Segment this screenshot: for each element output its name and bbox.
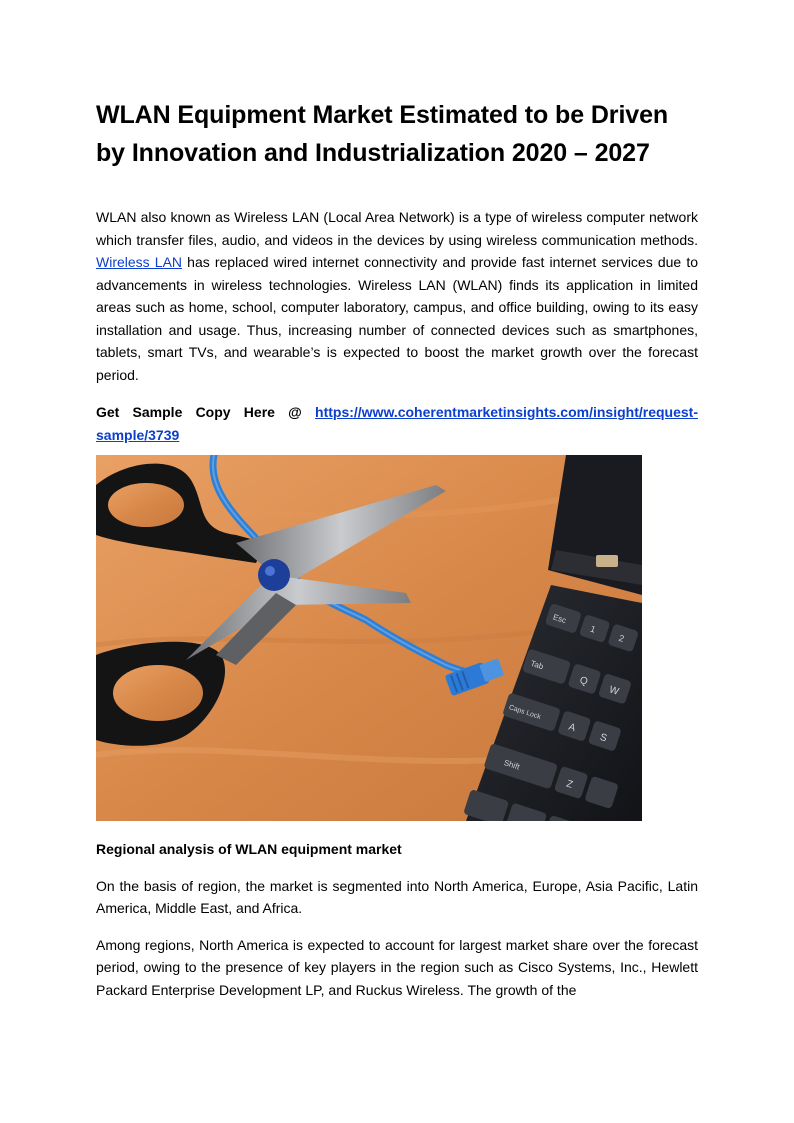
key-shift-label: Shift [502, 758, 521, 772]
document-page [96, 96, 698, 1001]
intro-text-after-link: has replaced wired internet connectivity and provide fast internet services due to advancements in wireless technologies. Wireless LAN (WLAN) finds its application in limited areas such as home, school, computer laboratory, campus, and office building, owing to its easy installation and usage. Thus, increasing number of connected devices such as smartphones, tablets, smart TVs, and wearable’s is expected to boost the market growth over the forecast period. [96, 254, 698, 383]
article-title: WLAN Equipment Market Estimated to be Driven by Innovation and Industrialization 2020 – 2027 [96, 101, 669, 167]
key-s-label: S [598, 731, 609, 745]
key-caps-lock-label: Caps Lock [507, 704, 542, 721]
key-esc-label: Esc [551, 612, 568, 626]
scissors-pivot [258, 559, 290, 591]
region-segmentation-paragraph: On the basis of region, the market is segmented into North America, Europe, Asia Pacific, Latin America, Middle East, and Africa. [96, 877, 698, 916]
key-q-label: Q [578, 674, 590, 688]
intro-paragraph [96, 206, 698, 386]
key-a-label: A [567, 721, 577, 735]
sample-copy-paragraph [96, 401, 698, 446]
key-1-label: 1 [589, 623, 597, 635]
sample-copy-link[interactable]: https://www.coherentmarketinsights.com/insight/request-sample/3739 [96, 404, 698, 443]
key-tab-label: Tab [529, 658, 545, 672]
key-2-label: 2 [617, 632, 626, 644]
wireless-lan-link[interactable]: Wireless LAN [96, 254, 183, 270]
sample-copy-label: Get Sample Copy Here @ [96, 404, 316, 420]
intro-text-before-link: WLAN also known as Wireless LAN (Local Area Network) is a type of wireless computer network which transfer files, audio, and videos in the devices by using wireless communication methods. [96, 209, 698, 248]
wlan-photo [96, 455, 642, 821]
regional-analysis-heading: Regional analysis of WLAN equipment market [96, 841, 402, 857]
north-america-paragraph: Among regions, North America is expected to account for largest market share over the forecast period, owing to the presence of key players in the region such as Cisco Systems, Inc., Hewlett Packard Enterprise Development LP, and Ruckus Wireless. The growth of the [96, 936, 698, 998]
key-z-label: Z [564, 778, 575, 791]
key-w-label: W [607, 684, 621, 698]
